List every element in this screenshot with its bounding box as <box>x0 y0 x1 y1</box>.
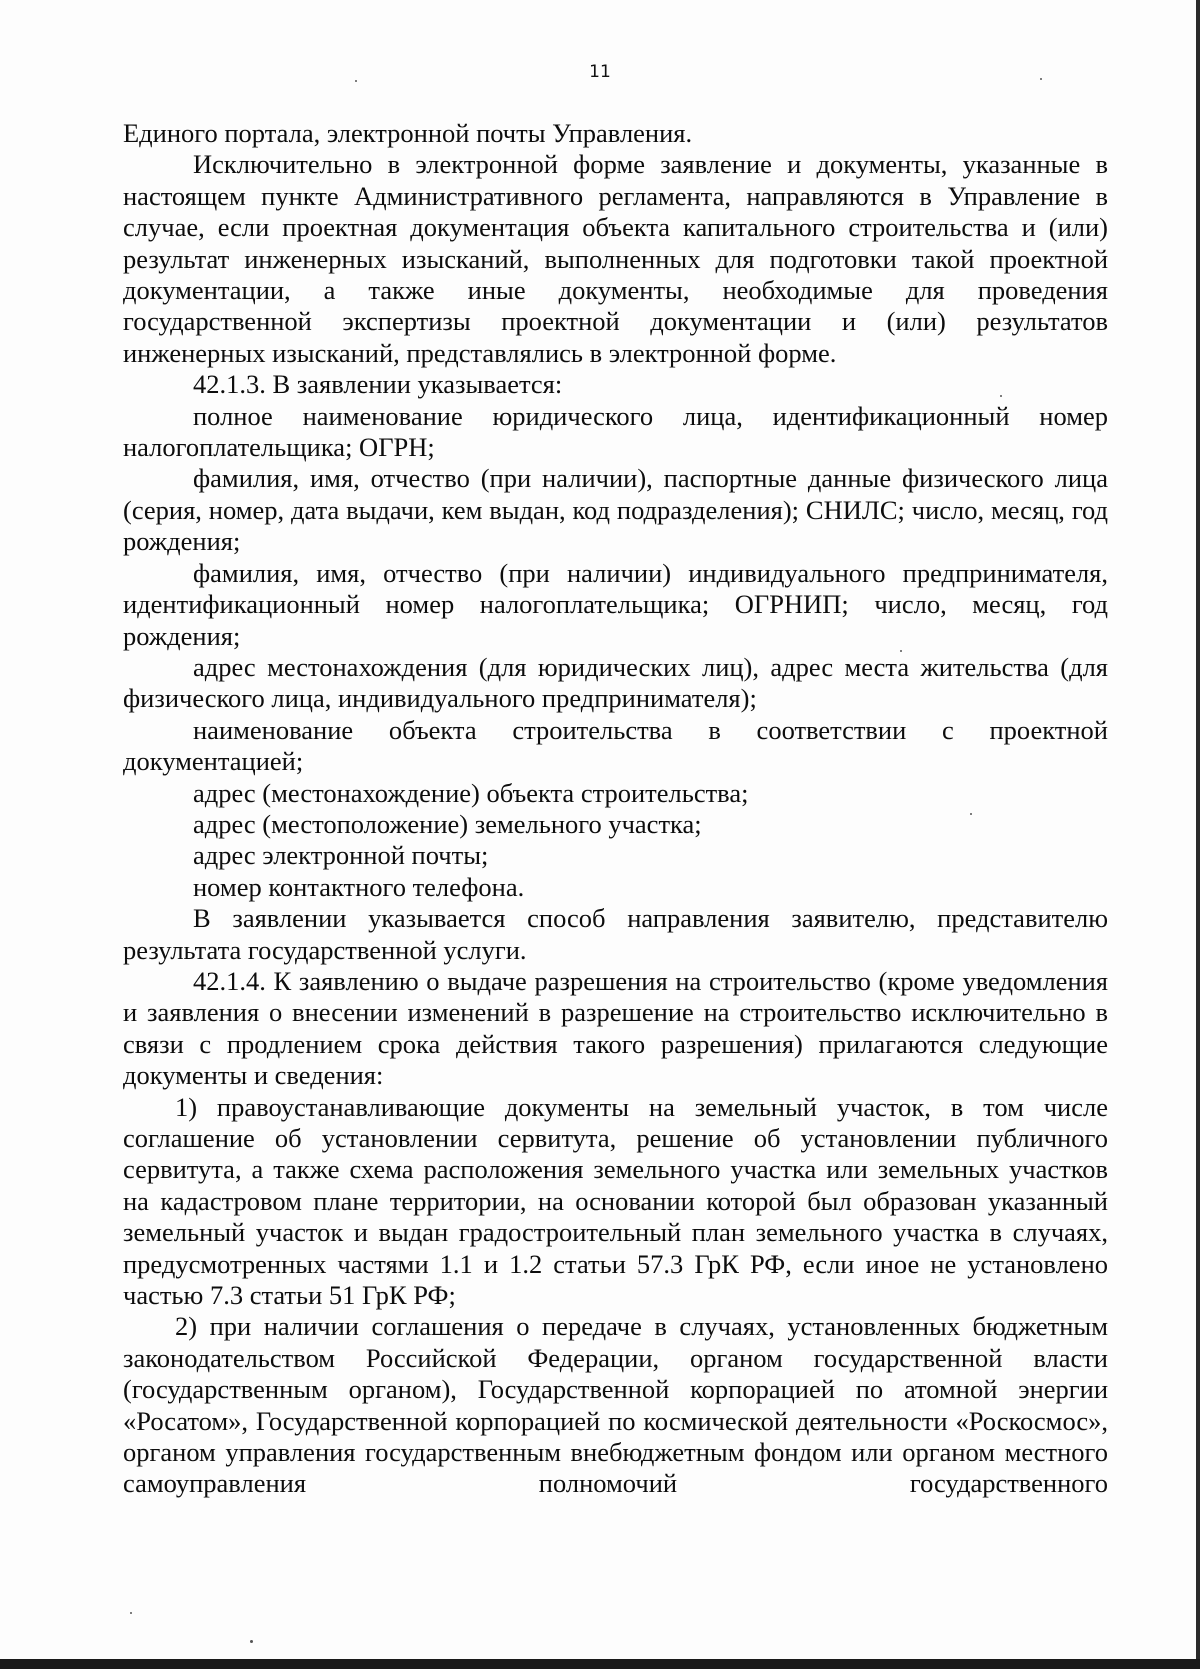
paragraph-email: адрес электронной почты; <box>193 840 489 871</box>
paragraph-object-name: наименование объекта строительства в соответствии с проектной документацией; <box>123 714 1108 777</box>
paragraph-address: адрес местонахождения (для юридических лиц), адрес места жительства (для физического лица, индивидуального предпринимателя); <box>123 651 1108 714</box>
paragraph-42-1-4: 42.1.4. К заявлению о выдаче разрешения на строительство (кроме уведомления и заявления о внесении изменений в разрешение на строительство исключительно в связи с продлением срока действия такого разрешения) прилагаются следующие документы и сведения: <box>123 965 1108 1091</box>
page-number: 11 <box>589 62 611 82</box>
scan-speck <box>250 1640 253 1643</box>
paragraph-phone: номер контактного телефона. <box>193 871 525 902</box>
paragraph-land-address: адрес (местоположение) земельного участка; <box>193 808 702 839</box>
scan-edge-bottom <box>0 1659 1200 1669</box>
paragraph-object-address: адрес (местонахождение) объекта строительства; <box>193 777 749 808</box>
paragraph-entrepreneur: фамилия, имя, отчество (при наличии) индивидуального предпринимателя, идентификационный номер налогоплательщика; ОГРНИП; число, месяц, год рождения; <box>123 557 1108 651</box>
paragraph-portal-continuation: Единого портала, электронной почты Управления. <box>123 118 693 148</box>
list-item-2: 2) при наличии соглашения о передаче в случаях, установленных бюджетным законодательством Российской Федерации, органом государственной власти (государственным органом), Государственной корпорацией по атомной энергии «Росатом», Государственной корпорацией по космической деятельности «Роскосмос», органом управления государственным внебюджетным фондом или органом местного самоуправления полномочий государственного <box>123 1311 1108 1499</box>
list-item-1: 1) правоустанавливающие документы на земельный участок, в том числе соглашение об установлении сервитута, решение об установлении публичного сервитута, а также схема расположения земельного участка или земельных участков на кадастровом плане территории, на основании которой был образован указанный земельный участок и выдан градостроительный план земельного участка в случаях, предусмотренных частями 1.1 и 1.2 статьи 57.3 ГрК РФ, если иное не установлено частью 7.3 статьи 51 ГрК РФ; <box>123 1091 1108 1311</box>
paragraph-electronic-form: Исключительно в электронной форме заявление и документы, указанные в настоящем пункте Административного регламента, направляются в Управление в случае, если проектная документация объекта капитального строительства и (или) результат инженерных изысканий, выполненных для подготовки такой проектной документации, а также иные документы, необходимые для проведения государственной экспертизы проектной документации и (или) результатов инженерных изысканий, представлялись в электронной форме. <box>123 149 1108 368</box>
scan-speck <box>1000 395 1002 397</box>
scan-edge-right <box>1196 0 1200 1669</box>
paragraph-legal-entity: полное наименование юридического лица, идентификационный номер налогоплательщика; ОГРН; <box>123 400 1108 463</box>
paragraph-42-1-3: 42.1.3. В заявлении указывается: <box>193 369 563 400</box>
document-body <box>123 118 1108 1500</box>
scan-speck <box>970 813 972 815</box>
scan-speck <box>900 650 902 652</box>
paragraph-individual: фамилия, имя, отчество (при наличии), паспортные данные физического лица (серия, номер, дата выдачи, кем выдан, код подразделения); СНИЛС; число, месяц, год рождения; <box>123 463 1108 557</box>
scan-speck <box>355 80 357 82</box>
scan-speck <box>1040 78 1042 80</box>
scan-speck <box>130 1612 132 1614</box>
paragraph-delivery-method: В заявлении указывается способ направления заявителю, представителю результата государственной услуги. <box>123 903 1108 965</box>
